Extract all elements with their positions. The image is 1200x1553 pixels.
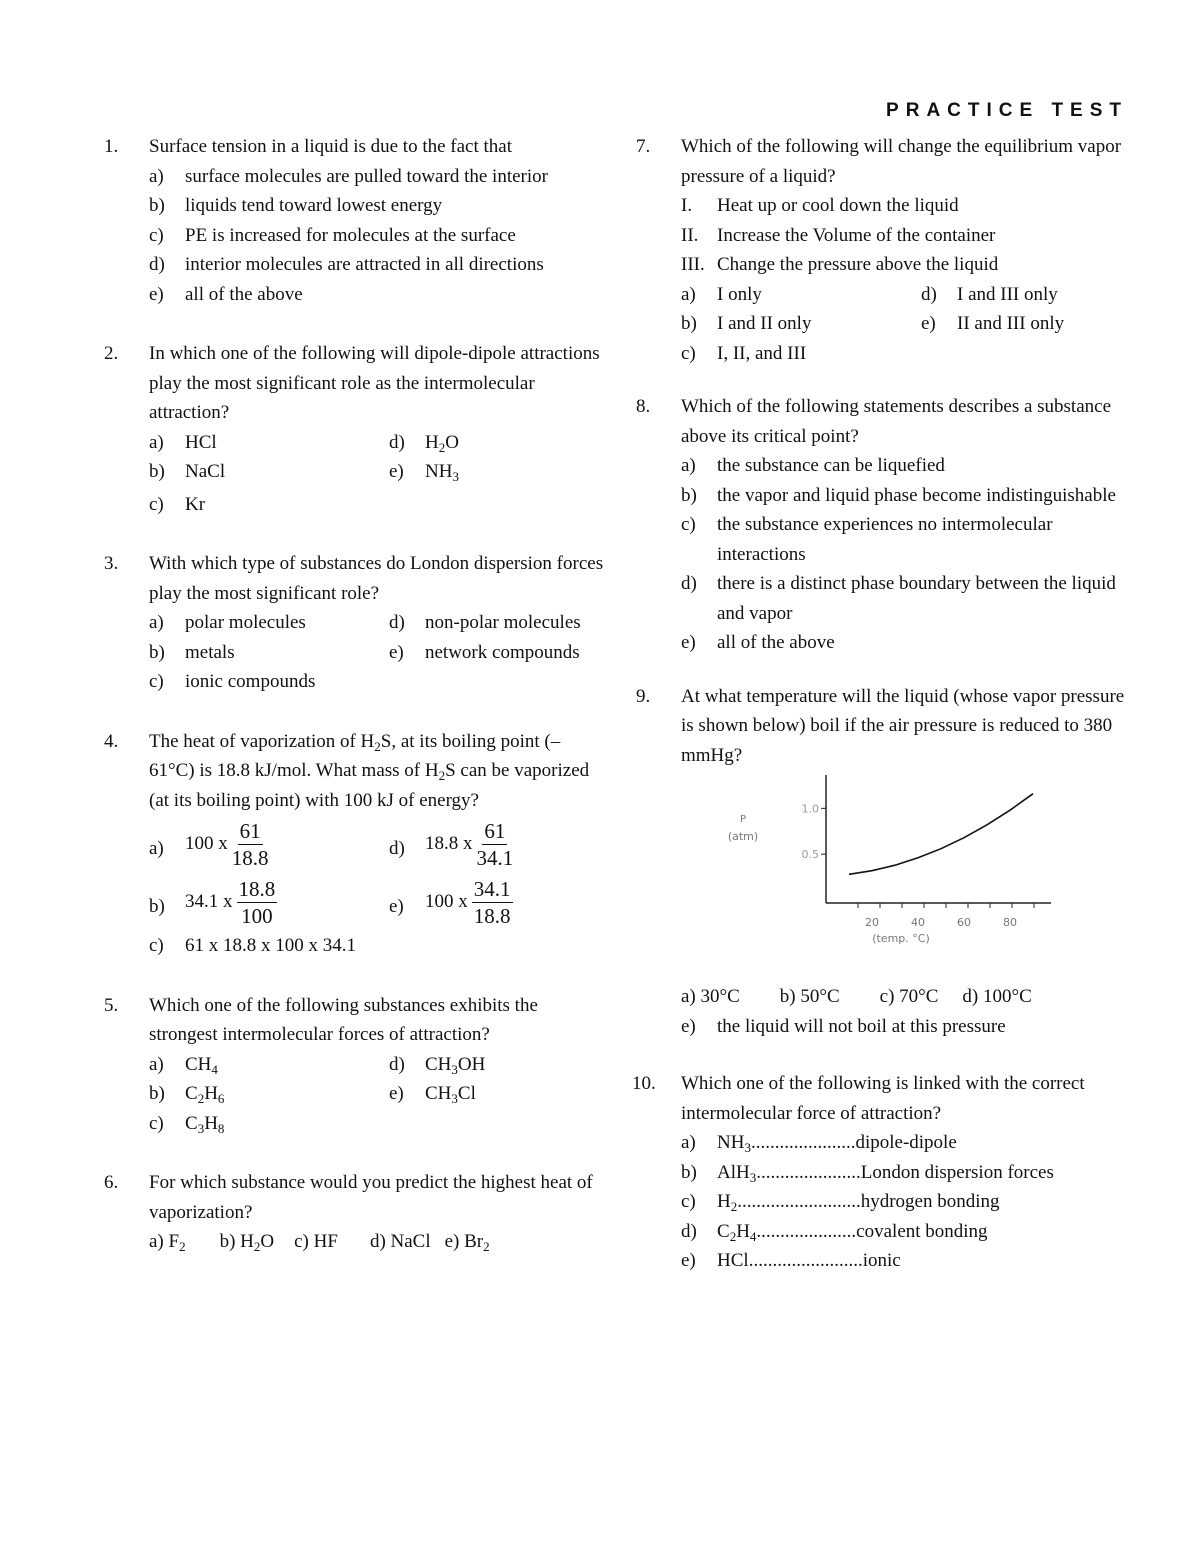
question-number: 9. xyxy=(636,685,651,707)
question-text: The heat of vaporization of $H_2S$, at its boiling point (–61°C) is 18.8 kJ/mol. What mass of $H_2S$ can be vaporized (at its boiling point) with 100 kJ of energy? xyxy=(149,730,590,811)
question-5 xyxy=(100,991,605,1139)
option-b: b) metals xyxy=(149,641,235,663)
option-e: e) $Br_2$ xyxy=(444,1231,490,1254)
y-axis-unit: (atm) xyxy=(727,830,759,843)
option-a: a) $NH_3......................dipole$-dipole xyxy=(681,1132,957,1155)
question-number: 2. xyxy=(104,343,119,364)
question-4 xyxy=(100,727,605,961)
option-d: d) 18.8 x $\frac{61}{34.1}$ xyxy=(389,818,514,870)
y-tick-label: 0.5 xyxy=(801,848,819,862)
question-10 xyxy=(632,1069,1132,1276)
option-a: a) 100 x $\frac{61}{18.8}$ xyxy=(149,818,269,870)
option-d: d) 100°C xyxy=(962,986,1032,1007)
option-b: b) I and II only xyxy=(681,313,812,334)
option-a: a) 30°C xyxy=(681,986,740,1007)
question-number: 1. xyxy=(104,136,119,157)
option-c: c) PE is increased for molecules at the surface xyxy=(149,224,516,246)
page-header: PRACTICE TEST xyxy=(886,100,1128,121)
option-c: c) 70°C xyxy=(879,986,939,1007)
option-d: d) $CH_3OH$ xyxy=(389,1053,486,1077)
option-row xyxy=(149,1227,605,1257)
option-e: e) 100 x $\frac{34.1}{18.8}$ xyxy=(389,876,511,928)
option-d: d) $H_2O$ xyxy=(389,431,459,455)
question-9 xyxy=(632,682,1132,1042)
option-c: c) Kr xyxy=(149,493,206,515)
option-c: c) $C_3H_8$ xyxy=(149,1112,225,1136)
x-tick-label: 40 xyxy=(911,916,925,929)
option-b: b) liquids tend toward lowest energy xyxy=(149,195,443,216)
option-d: d) interior molecules are attracted in all directions xyxy=(149,254,544,275)
option-c: c) 61 x 18.8 x 100 x 34.1 xyxy=(149,935,356,956)
x-tick-label: 60 xyxy=(957,916,971,929)
statement-3: III. Change the pressure above the liquid xyxy=(681,254,999,275)
option-c: c) I, II, and III xyxy=(681,342,807,364)
option-a: a) $CH_4$ xyxy=(149,1053,218,1077)
option-e: e) $NH_3$ xyxy=(389,461,459,484)
option-c: c) the substance experiences no intermolecular interactions xyxy=(681,514,1053,565)
option-b: b) NaCl xyxy=(149,461,226,482)
x-tick-label: 20 xyxy=(865,916,879,929)
vapor-pressure-graph xyxy=(681,770,1121,980)
option-a: a) $F_2$ xyxy=(149,1231,186,1254)
option-d: d) non-polar molecules xyxy=(389,612,581,633)
option-d: d) I and III only xyxy=(921,283,1058,305)
right-column xyxy=(632,132,1132,1276)
option-c: c) $H_2..........................hydrogen$ bonding xyxy=(681,1191,1000,1214)
option-b: b) 34.1 x $\frac{18.8}{100}$ xyxy=(149,876,276,928)
question-text: Which one of the following is linked with the correct intermolecular force of attraction? xyxy=(681,1073,1085,1124)
vapor-pressure-curve xyxy=(849,794,1033,875)
option-b: b) AlH$_3$......................London dispersion forces xyxy=(681,1161,1054,1185)
option-d: d) $C_2H_4.....................covalent$ bonding xyxy=(681,1220,988,1244)
option-c: c) HF xyxy=(294,1231,338,1252)
x-axis-label: (temp. °C) xyxy=(872,932,930,945)
option-e: e) all of the above xyxy=(681,632,835,653)
option-a: a) the substance can be liquefied xyxy=(681,455,945,476)
option-row xyxy=(681,982,1132,1012)
option-c: c) ionic compounds xyxy=(149,671,316,692)
option-list xyxy=(149,162,605,310)
question-number: 6. xyxy=(104,1172,119,1193)
x-tick-label: 80 xyxy=(1003,916,1017,929)
option-b: b) $C_2H_6$ xyxy=(149,1083,225,1106)
option-e: e) II and III only xyxy=(921,313,1065,334)
question-number: 8. xyxy=(636,396,651,417)
option-a: a) HCl xyxy=(149,431,217,453)
question-text: For which substance would you predict the highest heat of vaporization? xyxy=(149,1172,593,1223)
question-number: 5. xyxy=(104,994,119,1016)
question-text: Surface tension in a liquid is due to the fact that xyxy=(149,136,513,157)
option-b: b) $H_2O$ xyxy=(219,1231,275,1254)
option-a: a) I only xyxy=(681,283,762,305)
question-1 xyxy=(100,132,605,309)
option-e: e) the liquid will not boil at this pressure xyxy=(681,1015,1006,1037)
question-3 xyxy=(100,549,605,697)
vapor-pressure-chart xyxy=(681,770,1121,970)
statement-1: I. Heat up or cool down the liquid xyxy=(681,195,959,216)
question-2 xyxy=(100,339,605,519)
option-d: d) there is a distinct phase boundary between the liquid and vapor xyxy=(681,573,1116,624)
left-column xyxy=(100,132,605,1257)
question-text: Which of the following will change the equilibrium vapor pressure of a liquid? xyxy=(681,136,1122,187)
option-e: e) $CH_3Cl$ xyxy=(389,1083,476,1106)
question-text: Which one of the following substances exhibits the strongest intermolecular forces of attraction? xyxy=(149,994,538,1045)
question-text: With which type of substances do London dispersion forces play the most significant role? xyxy=(149,553,604,604)
question-6 xyxy=(100,1168,605,1257)
option-a: a) polar molecules xyxy=(149,612,306,633)
statement-2: II. Increase the Volume of the container xyxy=(681,224,996,246)
question-text: At what temperature will the liquid (whose vapor pressure is shown below) boil if the air pressure is reduced to 380 mmHg? xyxy=(681,685,1125,766)
option-a: a) surface molecules are pulled toward the interior xyxy=(149,165,548,187)
option-b: b) 50°C xyxy=(779,986,840,1007)
question-7 xyxy=(632,132,1132,368)
question-number: 4. xyxy=(104,730,119,752)
question-8 xyxy=(632,392,1132,658)
option-d: d) NaCl xyxy=(369,1231,431,1252)
question-number: 7. xyxy=(636,136,651,157)
option-e: e) HCl........................ionic xyxy=(681,1250,901,1271)
question-number: 10. xyxy=(632,1073,656,1094)
y-tick-label: 1.0 xyxy=(801,802,819,816)
question-number: 3. xyxy=(104,553,119,574)
option-e: e) all of the above xyxy=(149,283,303,305)
option-e: e) network compounds xyxy=(389,641,580,663)
option-b: b) the vapor and liquid phase become indistinguishable xyxy=(681,484,1116,506)
question-text: Which of the following statements describes a substance above its critical point? xyxy=(681,396,1112,447)
y-axis-label: P xyxy=(739,814,747,825)
question-text: In which one of the following will dipole-dipole attractions play the most significant role as the intermolecular attraction? xyxy=(149,343,600,423)
